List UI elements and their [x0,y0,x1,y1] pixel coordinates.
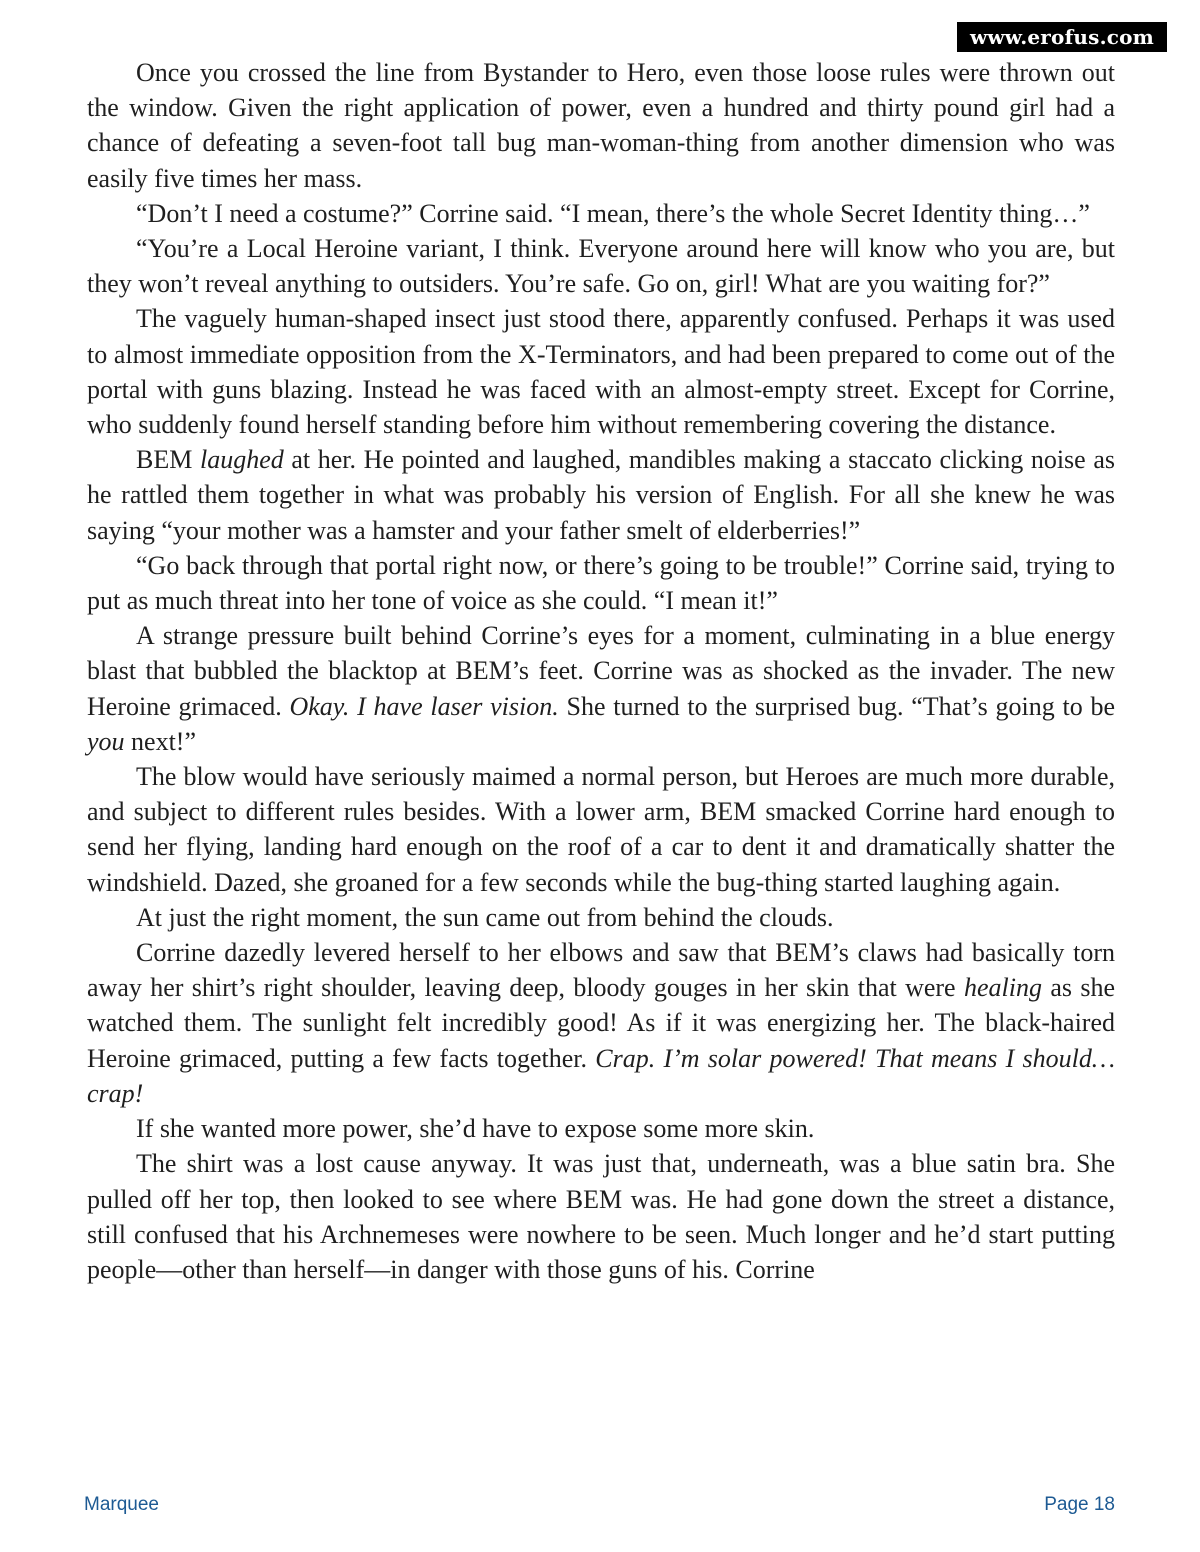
footer-publication-title: Marquee [84,1494,159,1515]
page-body [87,55,1115,1287]
text-run: The blow would have seriously maimed a normal person, but Heroes are much more durable, and subject to different rules besides. With a lower arm, BEM smacked Corrine hard enough to send her flying, landing hard enough on the roof of a car to dent it and dramatically shatter the windshield. Dazed, she groaned for a few seconds while the bug-thing started laughing again. [87,762,1115,897]
body-paragraph [87,759,1115,900]
body-paragraph [87,301,1115,442]
body-paragraph [87,548,1115,618]
italic-text-run: you [87,726,125,756]
text-run: Corrine dazedly levered herself to her elbows and saw that BEM’s claws had basically torn away her shirt’s right shoulder, leaving deep, bloody gouges in her skin that were [87,938,1115,1003]
body-paragraph [87,1111,1115,1146]
text-run: If she wanted more power, she’d have to expose some more skin. [136,1114,815,1144]
text-run: at her. He pointed and laughed, mandibles making a staccato clicking noise as he rattled them together in what was probably his version of English. For all she knew he was saying “your mother was a hamster and your father smelt of elderberries!” [87,445,1116,545]
text-run: “Go back through that portal right now, or there’s going to be trouble!” Corrine said, trying to put as much threat into her tone of voice as she could. “I mean it!” [87,550,1115,616]
body-paragraph [87,618,1115,759]
text-run: A strange pressure built behind Corrine’s eyes for a moment, culminating in a blue energy blast that bubbled the blacktop at BEM’s feet. Corrine was as shocked as the invader. The new Heroine grimaced. [87,621,1115,721]
page-footer [84,1494,1115,1520]
text-run: “You’re a Local Heroine variant, I think. Everyone around here will know who you are, but they won’t reveal anything to outsiders. You’re safe. Go on, girl! What are you waiting for?” [87,234,1115,299]
body-paragraph [87,231,1115,301]
body-paragraph [87,935,1115,1111]
footer-page-number: Page 18 [1044,1494,1115,1515]
text-run: She turned to the surprised bug. “That’s going to be [558,691,1115,721]
body-paragraph [87,442,1115,548]
italic-text-run: Okay. I have laser vision. [289,691,559,721]
body-paragraph [87,55,1115,196]
text-run: next!” [124,726,197,756]
italic-text-run: healing [963,973,1042,1003]
italic-text-run: Crap. I’m solar powered! That means I should… crap! [87,1043,1115,1108]
text-run: as she watched them. The sunlight felt incredibly good! As if it was energizing her. The black-haired Heroine grimaced, putting a few facts together. [87,973,1115,1073]
body-paragraph [87,1146,1115,1287]
text-run: BEM [136,445,200,475]
text-run: Once you crossed the line from Bystander to Hero, even those loose rules were thrown out the window. Given the right application of power, even a hundred and thirty pound girl had a chance of defeating a seven-foot tall bug man-woman-thing from another dimension who was easily five times her mass. [87,58,1115,193]
italic-text-run: laughed [199,445,284,475]
watermark-label: www.erofus.com [957,22,1167,52]
body-paragraph [87,196,1115,231]
text-run: At just the right moment, the sun came out from behind the clouds. [136,902,834,932]
text-run: The shirt was a lost cause anyway. It was just that, underneath, was a blue satin bra. She pulled off her top, then looked to see where BEM was. He had gone down the street a distance, still confused that his Archnemeses were nowhere to be seen. Much longer and he’d start putting people—other than herself—in danger with those guns of his. Corrine [87,1149,1115,1284]
text-run: The vaguely human-shaped insect just stood there, apparently confused. Perhaps it was used to almost immediate opposition from the X-Terminators, and had been prepared to come out of the portal with guns blazing. Instead he was faced with an almost-empty street. Except for Corrine, who suddenly found herself standing before him without remembering covering the distance. [87,304,1115,440]
body-paragraph [87,900,1115,935]
text-run: “Don’t I need a costume?” Corrine said. “I mean, there’s the whole Secret Identity thing…” [136,198,1090,228]
